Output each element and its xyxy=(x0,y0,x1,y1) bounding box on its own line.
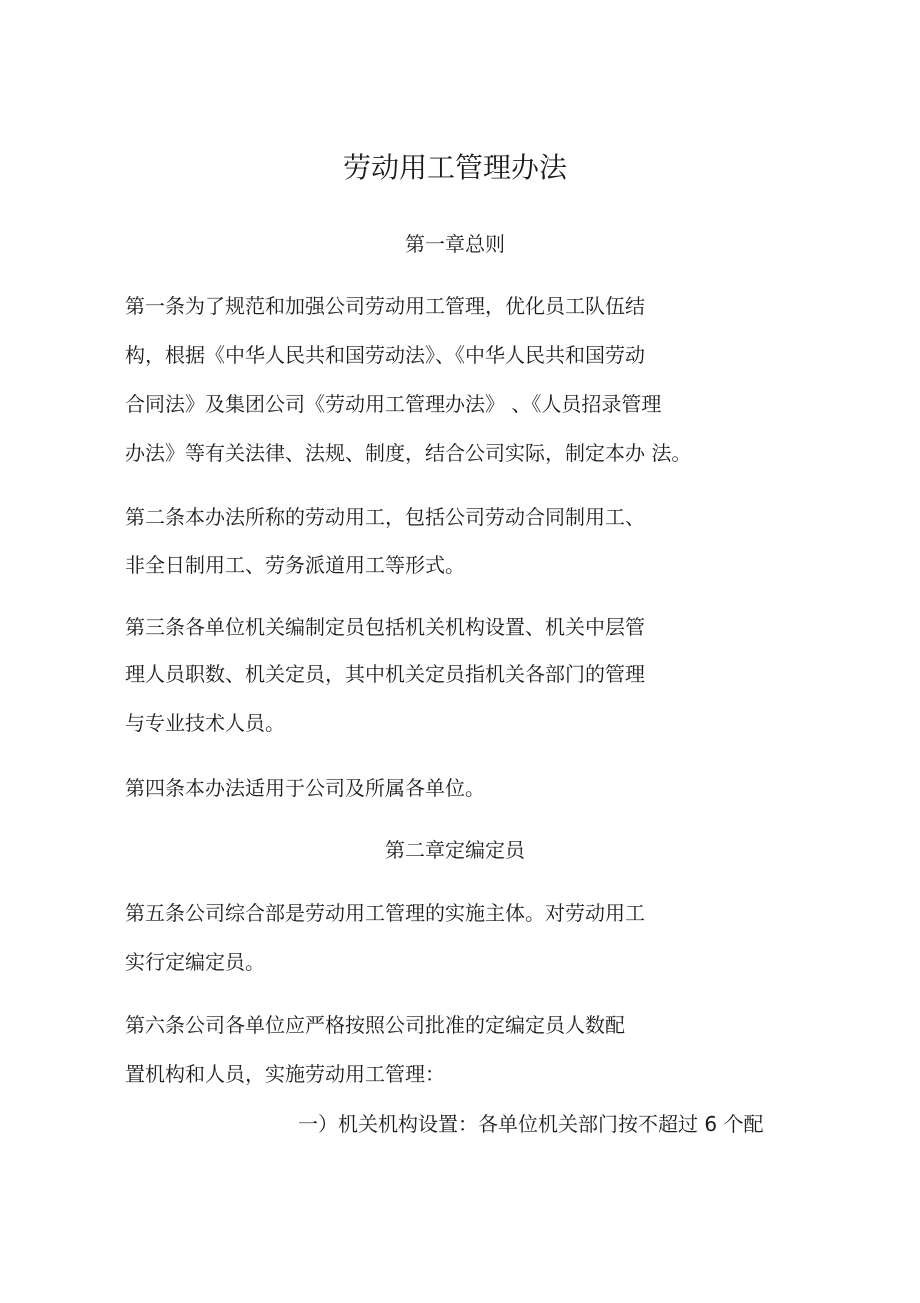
article-4-line-1: 第四条本办法适用于公司及所属各单位。 xyxy=(125,776,485,800)
article-3-line-2: 理人员职数、机关定员，其中机关定员指机关各部门的管理 xyxy=(125,662,645,686)
document-title: 劳动用工管理办法 xyxy=(342,151,567,184)
article-1-line-2: 构，根据《中华人民共和国劳动法》、《中华人民共和国劳动 xyxy=(125,343,645,367)
article-2-line-1: 第二条本办法所称的劳动用工，包括公司劳动合同制用工、 xyxy=(125,505,645,529)
article-1-line-4: 办法》等有关法律、法规、制度，结合公司实际，制定本办 法。 xyxy=(125,441,692,465)
article-1-line-3: 合同法》及集团公司《劳动用工管理办法》 、《人员招录管理 xyxy=(125,392,662,416)
article-2-line-2: 非全日制用工、劳务派道用工等形式。 xyxy=(125,553,465,577)
article-6-line-1: 第六条公司各单位应严格按照公司批准的定编定员人数配 xyxy=(125,1013,625,1037)
chapter-1-heading: 第一章总则 xyxy=(405,232,505,256)
article-6-item-1: 一）机关机构设置：各单位机关部门按不超过 6 个配 xyxy=(298,1112,764,1136)
article-6-line-2: 置机构和人员，实施劳动用工管理： xyxy=(125,1062,445,1086)
article-1-line-1: 第一条为了规范和加强公司劳动用工管理，优化员工队伍结 xyxy=(125,294,645,318)
article-3-line-3: 与专业技术人员。 xyxy=(125,711,285,735)
article-5-line-2: 实行定编定员。 xyxy=(125,950,265,974)
article-5-line-1: 第五条公司综合部是劳动用工管理的实施主体。对劳动用工 xyxy=(125,901,645,925)
chapter-2-heading: 第二章定编定员 xyxy=(385,838,525,862)
article-3-line-1: 第三条各单位机关编制定员包括机关机构设置、机关中层管 xyxy=(125,615,645,639)
